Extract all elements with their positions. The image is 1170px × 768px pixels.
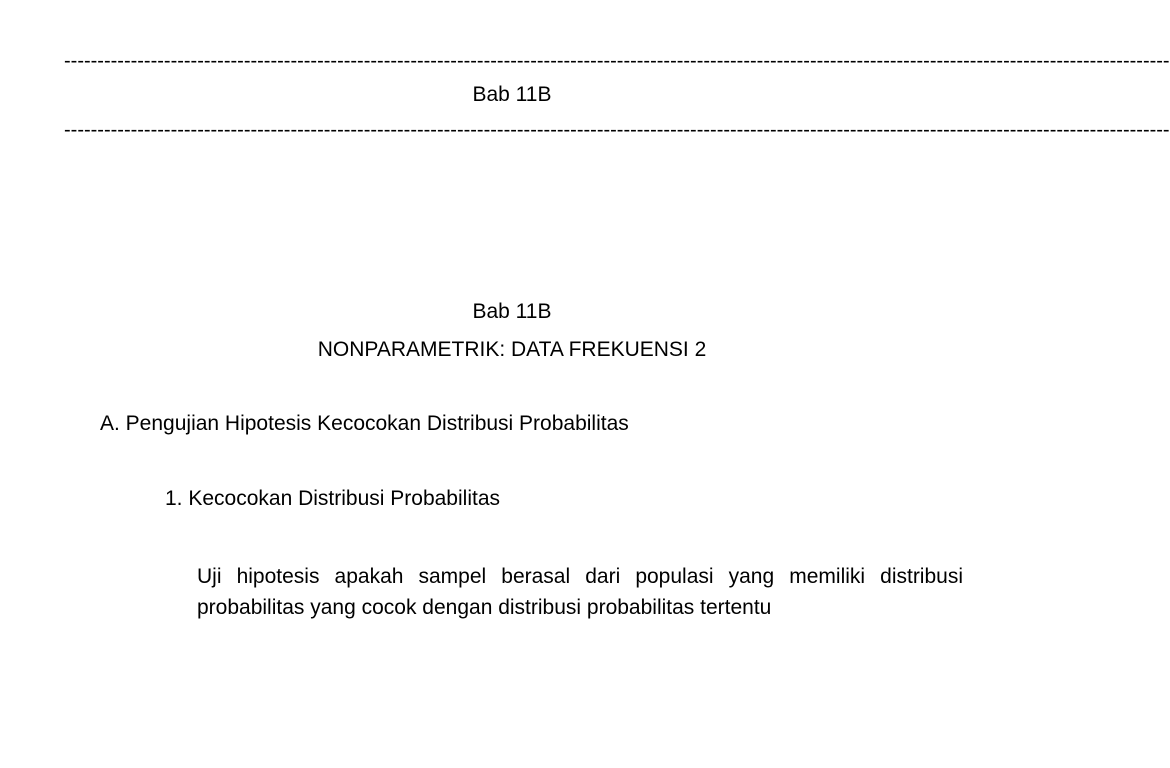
chapter-title: Bab 11B [472, 300, 552, 323]
header-title: Bab 11B [472, 83, 552, 106]
body-paragraph: Uji hipotesis apakah sampel berasal dari populasi yang memiliki distribusi probabilitas yang cocok dengan distribusi probabilitas tertentu [197, 565, 963, 619]
section-heading-a: A. Pengujian Hipotesis Kecocokan Distribusi Probabilitas [100, 412, 629, 435]
header-dashed-line-bottom: ---------------------------------------------------------------------------------------------------------------------------------------------------------------------- [64, 119, 1170, 141]
chapter-subtitle: NONPARAMETRIK: DATA FREKUENSI 2 [317, 338, 707, 361]
subsection-heading-1: 1. Kecocokan Distribusi Probabilitas [165, 487, 500, 510]
header-dashed-line-top: ---------------------------------------------------------------------------------------------------------------------------------------------------------------------- [64, 50, 1170, 72]
